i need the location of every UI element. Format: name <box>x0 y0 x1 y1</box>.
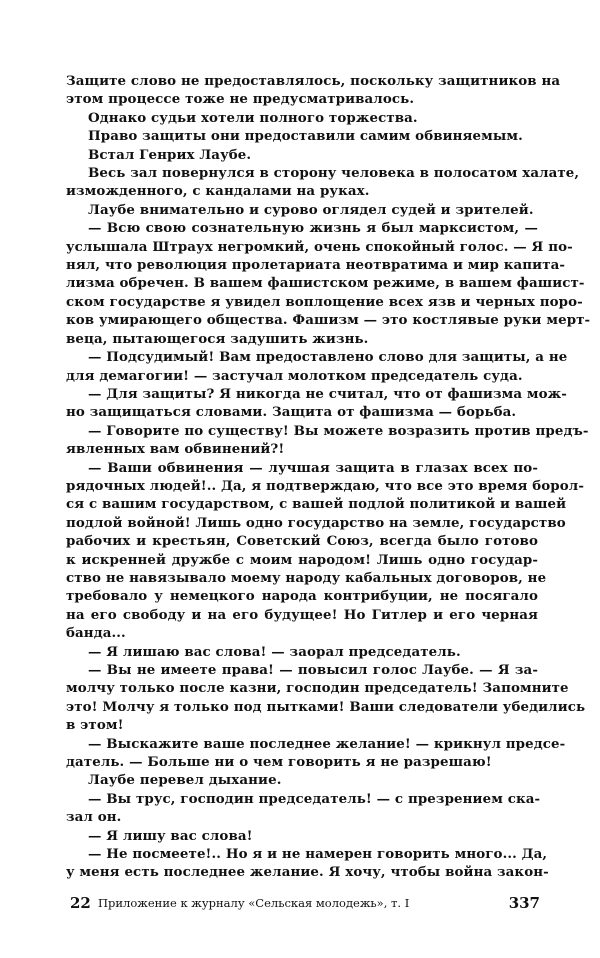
paragraph <box>66 348 568 385</box>
body-text <box>66 72 591 882</box>
paragraph <box>66 385 567 422</box>
paragraph <box>66 771 538 789</box>
text-line: изможденного, с кандалами на руках. <box>66 183 370 200</box>
text-line: — Не посмеете!.. Но я и не намерен говорить много... Да, <box>88 846 548 863</box>
text-line: ся с вашим государством, с вашей подлой политикой и вашей <box>66 496 567 513</box>
text-line: — Всю свою сознательную жизнь я был марксистом, — <box>88 220 538 237</box>
text-line: — Вы трус, господин председатель! — с презрением ска- <box>88 790 541 807</box>
paragraph <box>66 127 538 145</box>
text-line: молчу только после казни, господин председатель! Запомните <box>66 680 569 697</box>
text-line: — Говорите по существу! Вы можете возразить против предъ- <box>88 422 589 439</box>
text-line: — Вы не имеете права! — повысил голос Лаубе. — Я за- <box>88 662 538 678</box>
text-line: рядочных людей!.. Да, я подтверждаю, что все это время борол- <box>66 477 584 494</box>
text-line: к искренней дружбе с моим народом! Лишь одно государ- <box>66 551 538 568</box>
text-line: это! Молчу я только под пытками! Ваши следователи убедились <box>66 698 586 715</box>
text-line: лизма обречен. В вашем фашистском режиме, в вашем фашист- <box>66 275 585 292</box>
text-line: Однако судьи хотели полного торжества. <box>88 109 418 126</box>
text-line: ство не навязывало моему народу кабальных договоров, не <box>66 569 547 586</box>
paragraph <box>66 643 538 661</box>
paragraph <box>66 201 538 219</box>
page-footer <box>70 893 540 913</box>
text-line: рабочих и крестьян, Советский Союз, всегда было готово <box>66 533 538 550</box>
paragraph <box>66 661 586 735</box>
text-line: нял, что революция пролетариата неотвратима и мир капита- <box>66 257 566 274</box>
source-note: Приложение к журналу «Сельская молодежь», т. I <box>98 896 410 910</box>
text-line: Весь зал повернулся в сторону человека в полосатом халате, <box>88 165 580 182</box>
paragraph <box>66 459 584 643</box>
text-line: ков умирающего общества. Фашизм — это костлявые руки мерт- <box>66 312 591 329</box>
paragraph <box>66 219 591 348</box>
text-line: услышала Штраух негромкий, очень спокойный голос. — Я по- <box>66 238 573 255</box>
paragraph <box>66 735 566 772</box>
text-line: у меня есть последнее желание. Я хочу, чтобы война закон- <box>66 864 549 881</box>
text-line: явленных вам обвинений?! <box>66 441 285 458</box>
text-line: подлой войной! Лишь одно государство на земле, государство <box>66 514 566 531</box>
paragraph <box>66 790 541 827</box>
text-line: — Я лишаю вас слова! — заорал председатель. <box>88 643 461 660</box>
text-line: Защите слово не предоставлялось, поскольку защитников на <box>66 73 561 89</box>
text-line: банда... <box>66 625 126 642</box>
paragraph <box>66 827 538 845</box>
page-number: 337 <box>508 894 540 912</box>
signature-number: 22 <box>70 894 91 912</box>
paragraph <box>66 845 549 882</box>
text-line: Право защиты они предоставили самим обвиняемым. <box>88 128 523 145</box>
text-line: датель. — Больше ни о чем говорить я не разрешаю! <box>66 754 492 771</box>
text-line: для демагогии! — застучал молотком председатель суда. <box>66 367 523 384</box>
text-line: Лаубе перевел дыхание. <box>88 772 282 789</box>
text-line: Встал Генрих Лаубе. <box>88 146 252 163</box>
text-line: — Я лишу вас слова! <box>88 827 253 844</box>
text-line: — Для защиты? Я никогда не считал, что от фашизма мож- <box>88 385 567 402</box>
paragraph <box>66 72 561 109</box>
text-line: зал он. <box>66 809 122 826</box>
paragraph <box>66 164 580 201</box>
text-line: на его свободу и на его будущее! Но Гитлер и его черная <box>66 606 538 623</box>
text-line: в этом! <box>66 717 124 734</box>
paragraph <box>66 422 589 459</box>
text-line: — Подсудимый! Вам предоставлено слово для защиты, а не <box>88 349 568 366</box>
text-line: этом процессе тоже не предусматривалось. <box>66 91 415 108</box>
text-line: требовало у немецкого народа контрибуции, не посягало <box>66 588 538 605</box>
text-line: ском государстве я увидел воплощение всех язв и черных поро- <box>66 293 583 310</box>
paragraph <box>66 146 538 164</box>
text-line: веца, пытающегося задушить жизнь. <box>66 330 369 347</box>
paragraph <box>66 109 538 127</box>
text-line: — Ваши обвинения — лучшая защита в глазах всех по- <box>88 459 538 476</box>
text-line: но защищаться словами. Защита от фашизма — борьба. <box>66 404 517 421</box>
text-line: — Выскажите ваше последнее желание! — крикнул предсе- <box>88 735 566 752</box>
text-line: Лаубе внимательно и сурово оглядел судей и зрителей. <box>88 201 534 218</box>
